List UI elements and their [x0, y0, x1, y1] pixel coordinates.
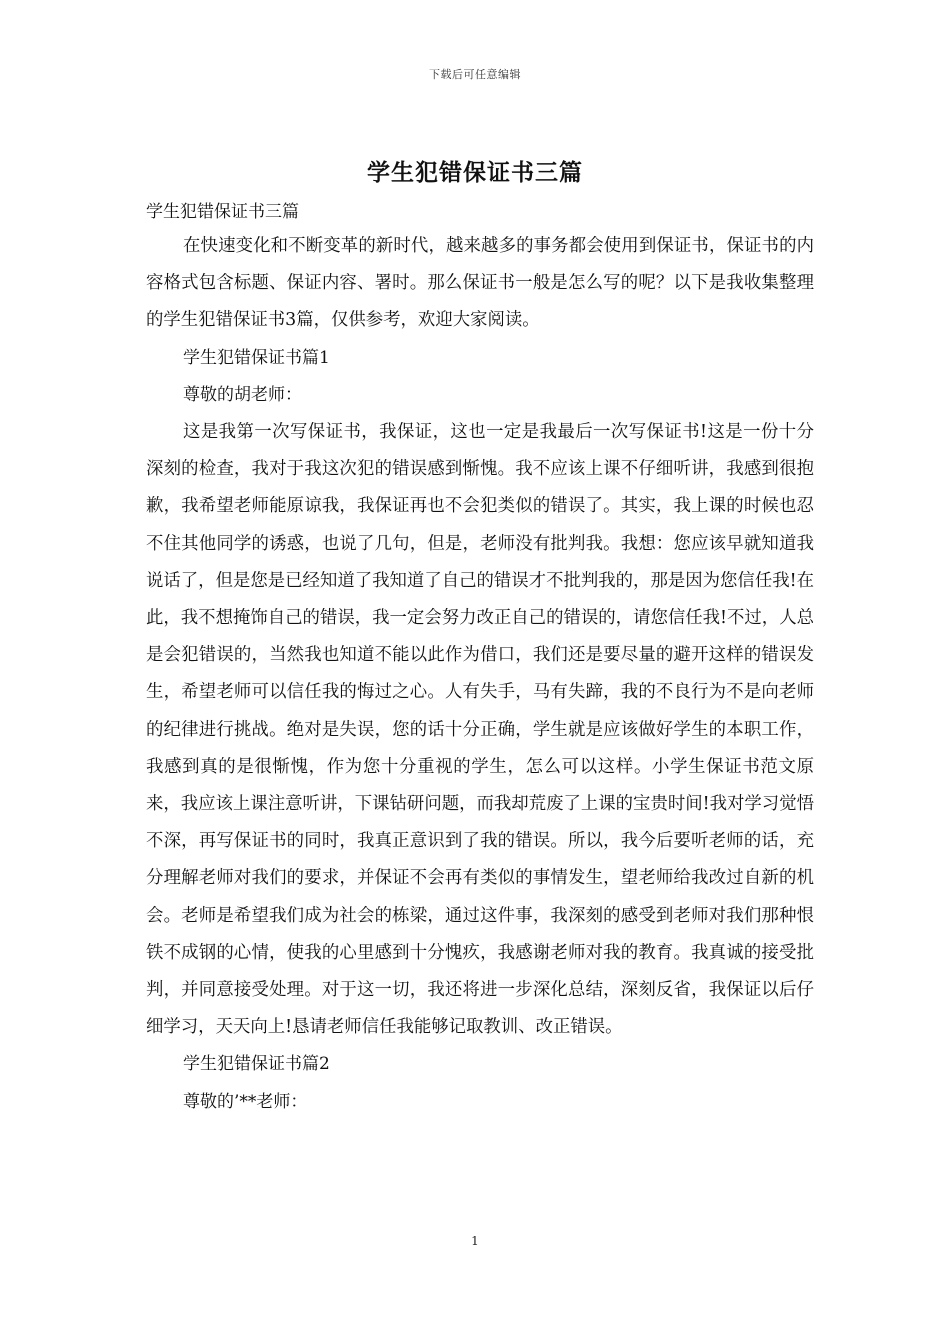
document-title: 学生犯错保证书三篇: [367, 159, 583, 186]
document-subtitle: 学生犯错保证书三篇: [146, 202, 299, 222]
intro-paragraph: 在快速变化和不断变革的新时代，越来越多的事务都会使用到保证书，保证书的内容格式包含标题、保证内容、署时。那么保证书一般是怎么写的呢？以下是我收集整理的学生犯错保证书3篇，仅供参考，欢迎大家阅读。: [146, 236, 814, 331]
section-1-body: 这是我第一次写保证书，我保证，这也一定是我最后一次写保证书!这是一份十分深刻的检查，我对于我这次犯的错误感到惭愧。我不应该上课不仔细听讲，我感到很抱歉，我希望老师能原谅我，我保证再也不会犯类似的错误了。其实，我上课的时候也忍不住其他同学的诱惑，也说了几句，但是，老师没有批判我。我想：您应该早就知道我说话了，但是您是已经知道了我知道了自己的错误才不批判我的，那是因为您信任我!在此，我不想掩饰自己的错误，我一定会努力改正自己的错误的，请您信任我!不过，人总是会犯错误的，当然我也知道不能以此作为借口，我们还是要尽量的避开这样的错误发生，希望老师可以信任我的悔过之心。人有失手，马有失蹄，我的不良行为不是向老师的纪律进行挑战。绝对是失误，您的话十分正确，学生就是应该做好学生的本职工作，我感到真的是很惭愧，作为您十分重视的学生，怎么可以这样。小学生保证书范文原来，我应该上课注意听讲，下课钻研问题，而我却荒废了上课的宝贵时间!我对学习觉悟不深，再写保证书的同时，我真正意识到了我的错误。所以，我今后要听老师的话，充分理解老师对我们的要求，并保证不会再有类似的事情发生，望老师给我改过自新的机会。老师是希望我们成为社会的栋梁，通过这件事，我深刻的感受到老师对我们那种恨铁不成钢的心情，使我的心里感到十分愧疚，我感谢老师对我的教育。我真诚的接受批判，并同意接受处理。对于这一切，我还将进一步深化总结，深刻反省，我保证以后仔细学习，天天向上!恳请老师信任我能够记取教训、改正错误。: [146, 422, 814, 1038]
section-1-heading: 学生犯错保证书篇1: [183, 347, 330, 368]
document-body: [146, 196, 814, 1121]
section-2-salutation: 尊敬的’**老师：: [183, 1091, 308, 1112]
section-2-heading: 学生犯错保证书篇2: [183, 1054, 330, 1075]
section-1-salutation: 尊敬的胡老师：: [183, 384, 302, 405]
page-number: 1: [471, 1234, 479, 1248]
page-header-note: 下载后可任意编辑: [429, 68, 521, 81]
